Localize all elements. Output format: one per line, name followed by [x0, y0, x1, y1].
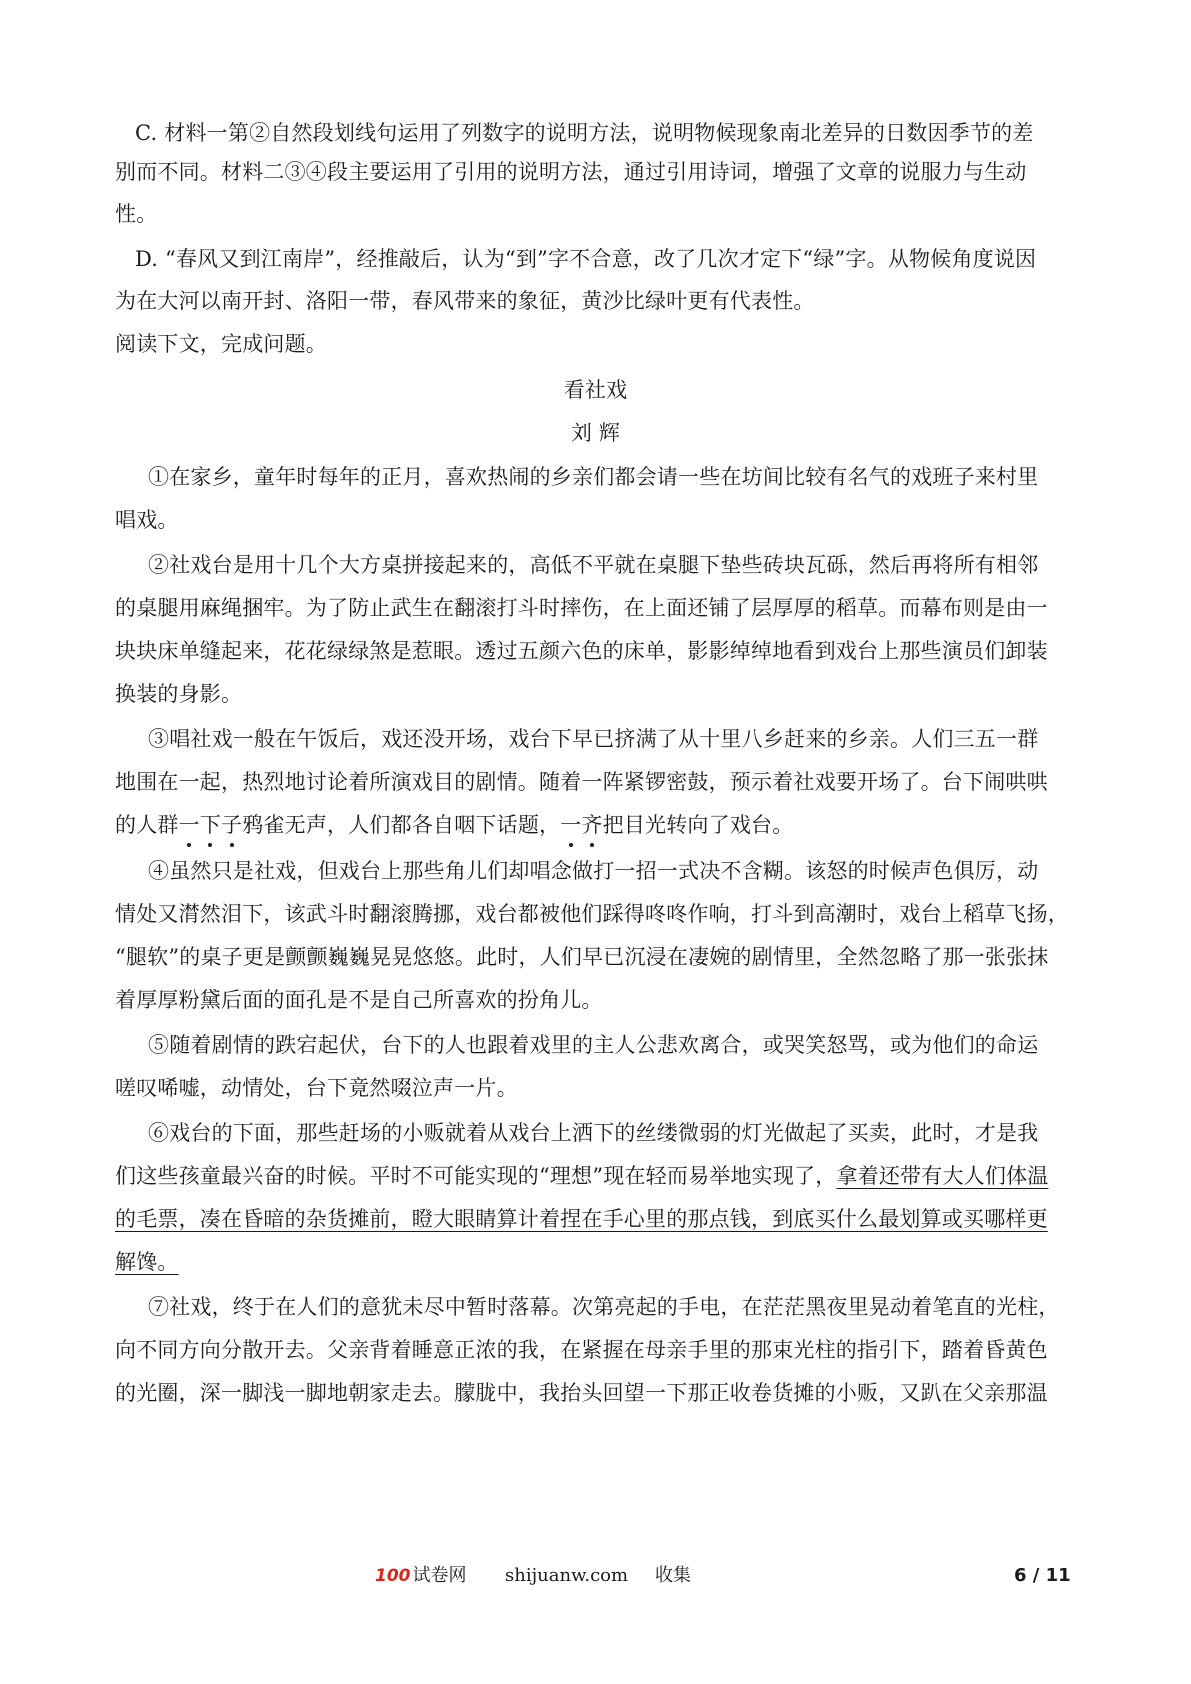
paragraph-4-line-4: 着厚厚粉黛后面的面孔是不是自己所喜欢的扮角儿。 [115, 988, 603, 1012]
emphasis-char: 一 [178, 813, 200, 837]
option-c-line-3: 性。 [115, 202, 158, 226]
paragraph-4-line-3: “腿软”的桌子更是颤颤巍巍晃晃悠悠。此时，人们早已沉浸在凄婉的剧情里，全然忽略了那一张张抹 [115, 945, 1049, 969]
p3-text-3: 把目光转向了戏台。 [602, 813, 794, 837]
logo-100-icon: 100 [375, 1566, 411, 1586]
p3-text-2: 鸦雀无声，人们都各自咽下话题， [242, 813, 561, 837]
paragraph-7-line-2: 向不同方向分散开去。父亲背着睡意正浓的我，在紧握在母亲手里的那束光柱的指引下，踏着昏黄色 [115, 1338, 1048, 1362]
footer-site: shijuanw.com [505, 1565, 629, 1586]
footer-logo-text: 试卷网 [412, 1565, 467, 1586]
paragraph-2-line-2: 的桌腿用麻绳捆牢。为了防止武生在翻滚打斗时摔伤，在上面还铺了层厚厚的稻草。而幕布则是由一 [115, 596, 1048, 620]
paragraph-7-line-1: ⑦社戏，终于在人们的意犹未尽中暂时落幕。次第亮起的手电，在茫茫黑夜里晃动着笔直的光柱， [148, 1295, 1060, 1319]
paragraph-3-line-3 [115, 810, 793, 840]
article-author: 刘 辉 [570, 421, 621, 445]
option-c-line-1: C. 材料一第②自然段划线句运用了列数字的说明方法，说明物候现象南北差异的日数因季节的差 [135, 121, 1034, 145]
paragraph-1-line-2: 唱戏。 [115, 508, 179, 532]
footer-collect: 收集 [655, 1565, 691, 1586]
option-d-line-1: D. “春风又到江南岸”，经推敲后，认为“到”字不合意，改了几次才定下“绿”字。从物候角度说因 [135, 247, 1037, 271]
paragraph-7-line-3: 的光圈，深一脚浅一脚地朝家走去。朦胧中，我抬头回望一下那正收卷货摊的小贩，又趴在父亲那温 [115, 1381, 1048, 1405]
page-number: 6 / 11 [1014, 1565, 1071, 1586]
paragraph-5-line-1: ⑤随着剧情的跌宕起伏，台下的人也跟着戏里的主人公悲欢离合，或哭笑怒骂，或为他们的命运 [148, 1033, 1039, 1057]
p3-text-1: 的人群 [115, 813, 179, 837]
paragraph-4-line-2: 情处又潸然泪下，该武斗时翻滚腾挪，戏台都被他们踩得咚咚作响，打斗到高潮时，戏台上稻草飞扬， [115, 902, 1069, 926]
emphasis-char: 子 [221, 813, 243, 837]
paragraph-5-line-2: 嗟叹唏嘘，动情处，台下竟然啜泣声一片。 [115, 1076, 518, 1100]
p6-text: 们这些孩童最兴奋的时候。平时不可能实现的“理想”现在轻而易举地实现了， [115, 1164, 837, 1188]
paragraph-6-line-1: ⑥戏台的下面，那些赶场的小贩就着从戏台上洒下的丝缕微弱的灯光做起了买卖，此时，才是我 [148, 1121, 1039, 1145]
paragraph-4-line-1: ④虽然只是社戏，但戏台上那些角儿们却唱念做打一招一式决不含糊。该怒的时候声色俱厉，动 [148, 859, 1039, 883]
option-d-line-2: 为在大河以南开封、洛阳一带，春风带来的象征，黄沙比绿叶更有代表性。 [115, 289, 815, 313]
reading-instruction: 阅读下文，完成问题。 [115, 332, 327, 356]
footer-logo [375, 1561, 467, 1591]
paragraph-2-line-3: 块块床单缝起来，花花绿绿煞是惹眼。透过五颜六色的床单，影影绰绰地看到戏台上那些演员们卸装 [115, 639, 1048, 663]
emphasis-char: 下 [199, 813, 222, 837]
paragraph-2-line-1: ②社戏台是用十几个大方桌拼接起来的，高低不平就在桌腿下垫些砖块瓦砾，然后再将所有相邻 [148, 553, 1039, 577]
paragraph-3-line-2: 地围在一起，热烈地讨论着所演戏目的剧情。随着一阵紧锣密鼓，预示着社戏要开场了。台下闹哄哄 [115, 770, 1048, 794]
paragraph-3-line-1: ③唱社戏一般在午饭后，戏还没开场，戏台下早已挤满了从十里八乡赶来的乡亲。人们三五一群 [148, 727, 1039, 751]
paragraph-6-line-2 [115, 1161, 1048, 1191]
paragraph-6-line-3: 的毛票，凑在昏暗的杂货摊前，瞪大眼睛算计着捏在手心里的那点钱，到底买什么最划算或买哪样更 [115, 1207, 1048, 1231]
option-c-line-2: 别而不同。材料二③④段主要运用了引用的说明方法，通过引用诗词，增强了文章的说服力与生动 [115, 160, 1027, 184]
paragraph-1-line-1: ①在家乡，童年时每年的正月，喜欢热闹的乡亲们都会请一些在坊间比较有名气的戏班子来村里 [148, 465, 1039, 489]
paragraph-2-line-4: 换装的身影。 [115, 682, 243, 706]
emphasis-char: 一 [560, 813, 582, 837]
paragraph-6-line-4: 解馋。 [115, 1250, 179, 1274]
emphasis-char: 齐 [581, 813, 603, 837]
article-title: 看社戏 [563, 378, 628, 402]
underlined-sentence: 拿着还带有大人们体温 [836, 1164, 1049, 1188]
